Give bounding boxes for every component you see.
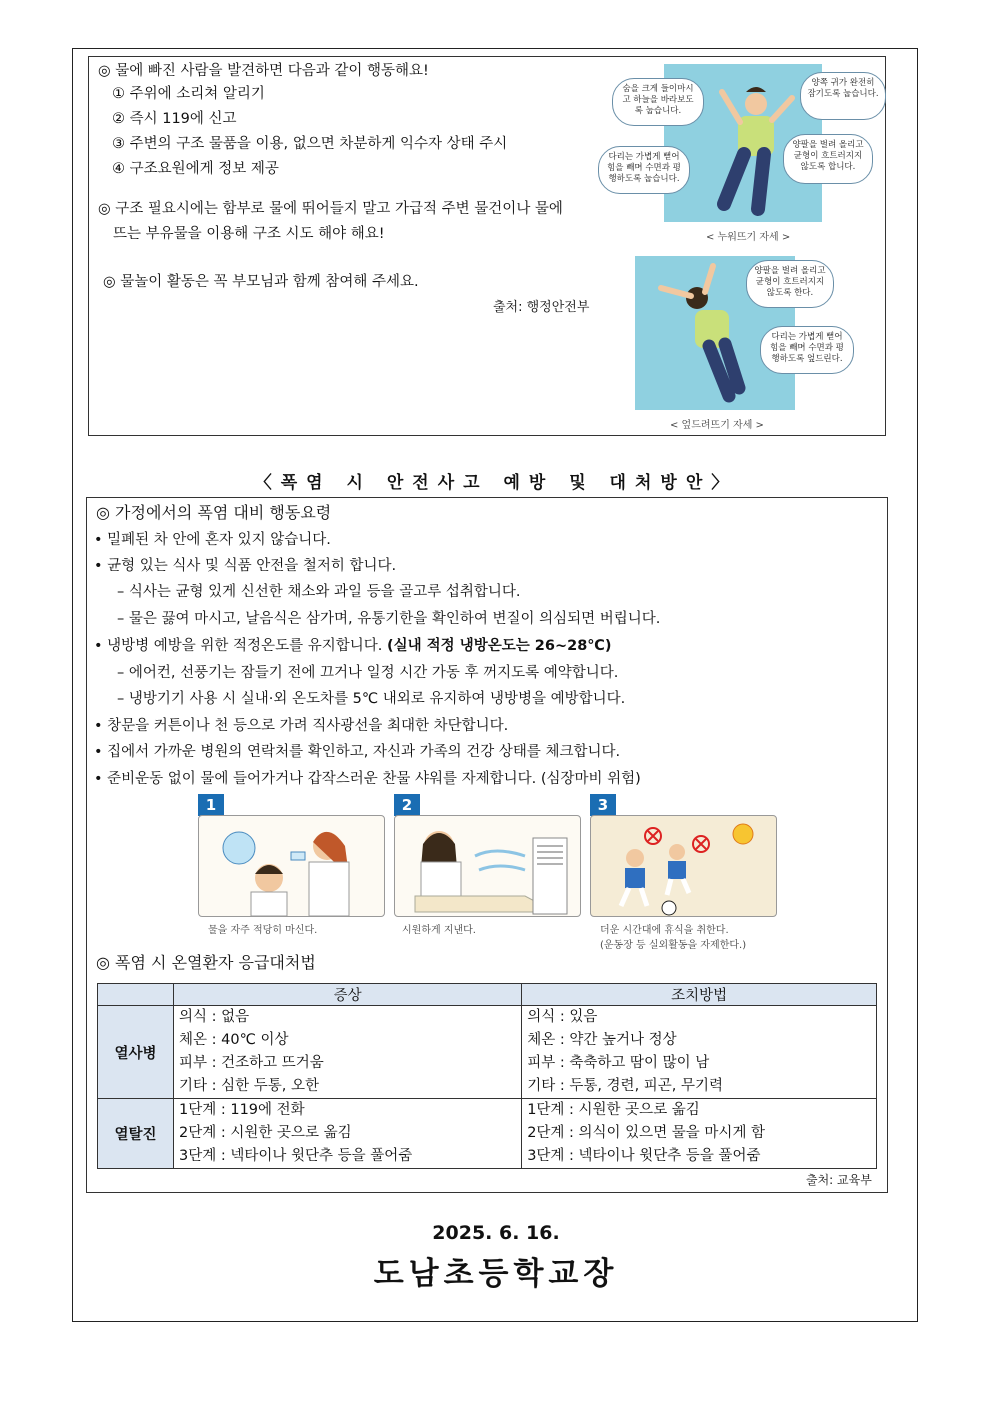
cell-line: 2단계 : 시원한 곳으로 옮김 — [179, 1125, 352, 1141]
heat-item-5: • 집에서 가까운 병원의 연락처를 확인하고, 자신과 가족의 건강 상태를 체크합니다. — [94, 744, 621, 760]
bubble-front-legs: 다리는 가볍게 뻗어 힘을 빼며 수면과 평행하도록 엎드린다. — [760, 326, 854, 374]
heat-item-1: • 밀폐된 차 안에 혼자 있지 않습니다. — [94, 532, 331, 548]
header-actions: 조치방법 — [522, 984, 877, 1006]
exhaustion-actions — [522, 1099, 877, 1169]
cell-line: 1단계 : 119에 전화 — [179, 1102, 305, 1118]
drowning-step-2: ② 즉시 119에 신고 — [112, 111, 237, 127]
heatwave-heading: 〈폭염 시 안전사고 예방 및 대처방안〉 — [254, 473, 738, 493]
illus-1-number: 1 — [198, 794, 224, 816]
illus-3-caption-2: (운동장 등 실외활동을 자제한다.) — [600, 940, 747, 951]
drowning-step-4: ④ 구조요원에게 정보 제공 — [112, 161, 279, 177]
heat-item-3b: – 냉방기기 사용 시 실내·외 온도차를 5℃ 내외로 유지하여 냉방병을 예방합니다. — [117, 691, 626, 707]
cell-line: 기타 : 심한 두통, 오한 — [179, 1078, 319, 1094]
rescue-line-1: ◎ 구조 필요시에는 함부로 물에 뛰어들지 말고 가급적 주변 물건이나 물에 — [98, 201, 563, 217]
heat-item-6: • 준비운동 없이 물에 들어가거나 갑작스러운 찬물 샤워를 자제합니다. (심장마비 위험) — [94, 771, 641, 787]
first-aid-table — [97, 983, 877, 1169]
heat-item-3-text: • 냉방병 예방을 위한 적정온도를 유지합니다. — [94, 638, 383, 654]
exhaustion-symptoms — [174, 1099, 522, 1169]
drinking-water-icon — [199, 816, 384, 916]
rescue-line-2: 뜨는 부유물을 이용해 구조 시도 해야 해요! — [113, 226, 385, 242]
parents-note: ◎ 물놀이 활동은 꼭 부모님과 함께 참여해 주세요. — [103, 274, 419, 290]
cell-line: 의식 : 있음 — [527, 1009, 598, 1025]
issue-date: 2025. 6. 16. — [432, 1222, 560, 1244]
cell-line: 체온 : 40℃ 이상 — [179, 1032, 289, 1048]
front-float-caption: < 엎드려뜨기 자세 > — [670, 420, 764, 431]
illus-2-number: 2 — [394, 794, 420, 816]
heat-item-2: • 균형 있는 식사 및 식품 안전을 철저히 합니다. — [94, 558, 397, 574]
rest-outdoors-icon — [591, 816, 776, 916]
back-float-caption: < 누워뜨기 자세 > — [706, 232, 791, 243]
table-row — [98, 1006, 877, 1099]
illus-3-number: 3 — [590, 794, 616, 816]
temp-note: (실내 적정 냉방온도는 26~28℃) — [386, 638, 612, 654]
illus-3-caption: 더운 시간대에 휴식을 취한다. — [600, 925, 729, 936]
illus-2-caption: 시원하게 지낸다. — [402, 925, 476, 936]
cell-line: 체온 : 약간 높거나 정상 — [527, 1032, 677, 1048]
heatstroke-symptoms — [174, 1006, 522, 1099]
cell-line: 2단계 : 의식이 있으면 물을 마시게 함 — [527, 1125, 766, 1141]
bubble-ears: 양쪽 귀가 완전히 잠기도록 눕습니다. — [800, 72, 886, 120]
drowning-step-1: ① 주위에 소리쳐 알리기 — [112, 86, 265, 102]
drowning-title: ◎ 물에 빠진 사람을 발견하면 다음과 같이 행동해요! — [98, 63, 429, 79]
bubble-legs: 다리는 가볍게 뻗어 힘을 빼며 수면과 평행하도록 눕습니다. — [598, 146, 690, 194]
cell-line: 3단계 : 넥타이나 윗단추 등을 풀어줌 — [179, 1148, 413, 1164]
heat-item-4: • 창문을 커튼이나 천 등으로 가려 직사광선을 최대한 차단합니다. — [94, 718, 509, 734]
cell-line: 3단계 : 넥타이나 윗단추 등을 풀어줌 — [527, 1148, 761, 1164]
row-label-heat-exhaustion: 열탈진 — [98, 1099, 174, 1169]
row-label-heatstroke: 열사병 — [98, 1006, 174, 1099]
bubble-front-arms: 양팔을 벌려 올리고 균형이 흐트러지지 않도록 한다. — [746, 260, 834, 308]
school-principal: 도남초등학교장 — [373, 1256, 619, 1292]
drowning-step-3: ③ 주변의 구조 물품을 이용, 없으면 차분하게 익수자 상태 주시 — [112, 136, 508, 152]
table-corner — [98, 984, 174, 1006]
table-row — [98, 1099, 877, 1169]
cell-line: 피부 : 건조하고 뜨거움 — [179, 1055, 324, 1071]
illus-drinking-water — [198, 815, 385, 917]
stay-cool-icon — [395, 816, 580, 916]
cell-line: 기타 : 두통, 경련, 피곤, 무기력 — [527, 1078, 724, 1094]
illus-rest-outdoors — [590, 815, 777, 917]
heatstroke-actions — [522, 1006, 877, 1099]
illus-stay-cool — [394, 815, 581, 917]
cell-line: 피부 : 축축하고 땀이 많이 남 — [527, 1055, 710, 1071]
heat-item-2b: – 물은 끓여 마시고, 날음식은 삼가며, 유통기한을 확인하여 변질이 의심되면 버립니다. — [117, 611, 661, 627]
heat-item-3a: – 에어컨, 선풍기는 잠들기 전에 끄거나 일정 시간 가동 후 꺼지도록 예약합니다. — [117, 665, 619, 681]
heat-item-3 — [94, 637, 611, 655]
heat-item-2a: – 식사는 균형 있게 신선한 채소와 과일 등을 골고루 섭취합니다. — [117, 584, 521, 600]
home-title: ◎ 가정에서의 폭염 대비 행동요령 — [96, 503, 332, 522]
first-aid-title: ◎ 폭염 시 온열환자 응급대처법 — [96, 953, 316, 972]
bubble-breath: 숨을 크게 들이마시고 하늘을 바라보도록 눕습니다. — [612, 78, 704, 126]
heatwave-source: 출처: 교육부 — [806, 1173, 872, 1187]
cell-line: 1단계 : 시원한 곳으로 옮김 — [527, 1102, 700, 1118]
illus-1-caption: 물을 자주 적당히 마신다. — [208, 925, 318, 936]
header-symptoms: 증상 — [174, 984, 522, 1006]
table-header-row — [98, 984, 877, 1006]
drowning-source: 출처: 행정안전부 — [493, 300, 590, 315]
bubble-arms: 양팔을 벌려 올리고 균형이 흐트러지지 않도록 합니다. — [783, 134, 873, 184]
cell-line: 의식 : 없음 — [179, 1009, 250, 1025]
